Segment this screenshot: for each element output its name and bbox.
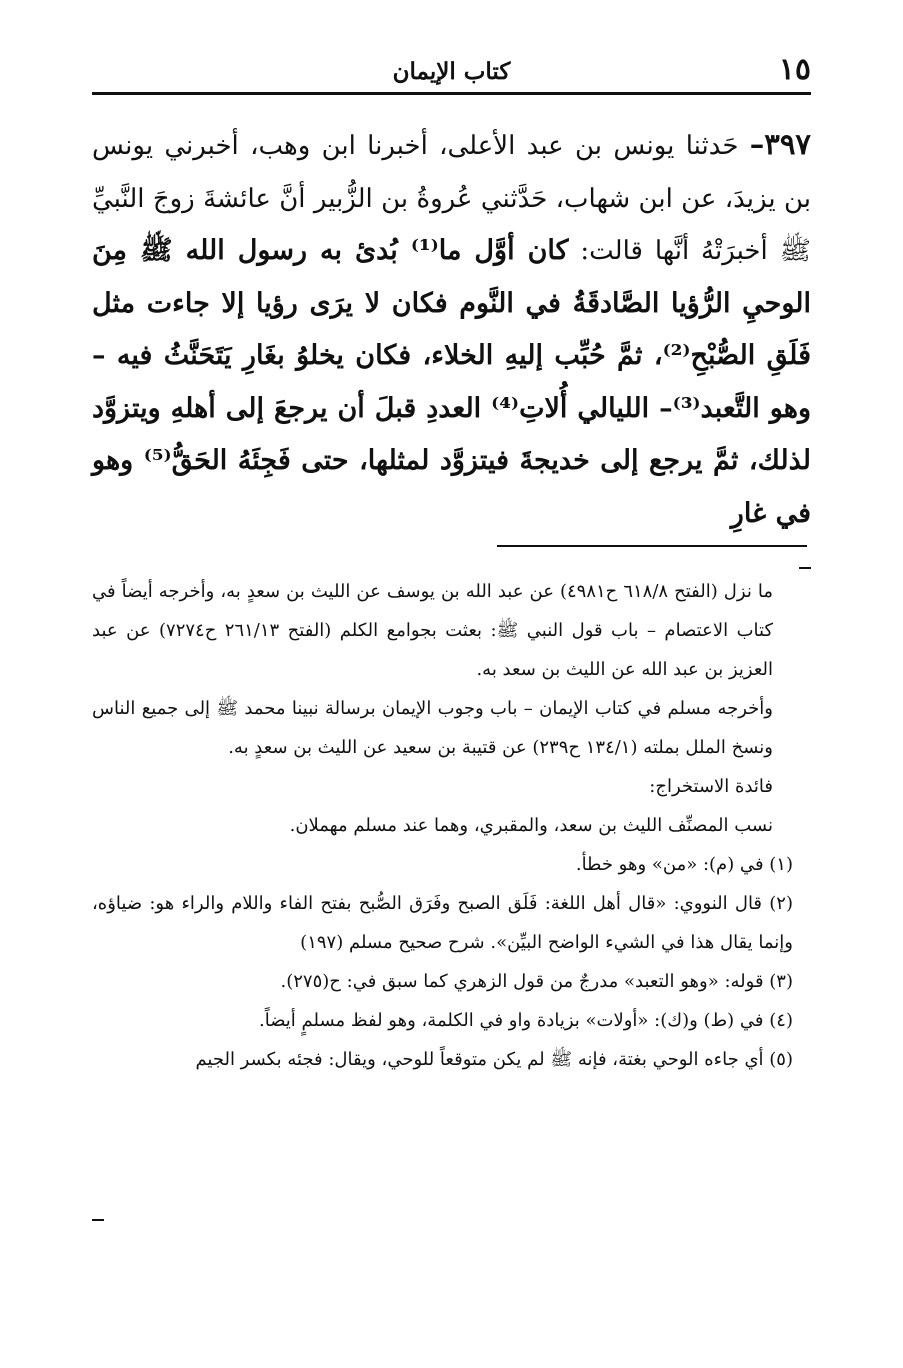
hadith-isnad: حَدثنا يونس بن عبد الأعلى، أخبرنا ابن وهب، أخبرني يونس بن يزيدَ، عن ابن شهاب، حَدَّثني عُروةُ بن الزُّبير أنَّ عائشةَ زوجَ النَّبيِّ ﷺ أخبرَتْهُ أنَّها قالت: xyxy=(92,131,811,266)
footnote-1: (١) في (م): «من» وهو خطأ. xyxy=(575,854,793,875)
page-number: ١٥ xyxy=(778,52,811,87)
footnote-3: (٣) قوله: «وهو التعبد» مدرجٌ من قول الزهري كما سبق في: ح(٢٧٥). xyxy=(280,971,793,992)
hadith-number: ٣٩٧ xyxy=(764,127,811,161)
hadith-matn: كان أوَّل ما⁽¹⁾ بُدئ به رسول الله ﷺ مِنَ الوحيِ الرُّؤيا الصَّادقَةُ في النَّوم فكان لا يرَى رؤيا إلا جاءت مثل فَلَقِ الصُّبْحِ⁽²⁾، ثمَّ حُبِّب إليهِ الخلاء، فكان يخلوُ بغَارِ يَتَحَنَّثُ فيه –وهو التَّعبد⁽³⁾– الليالي أُلاتِ⁽⁴⁾ العددِ قبلَ أن يرجعَ إلى أهلهِ ويتزوَّد لذلك، ثمَّ يرجع إلى خديجةَ فيتزوَّد لمثلها، حتى فَجِئَهُ الحَقُّ⁽⁵⁾ وهو في غارِ xyxy=(92,235,812,529)
chapter-title: كتاب الإيمان xyxy=(392,58,511,85)
footnote-2: (٢) قال النووي: «قال أهل اللغة: فَلَق الصبح وفَرَق الصُّبح بفتح الفاء واللام والراء هو: ضياؤه، وإنما يقال هذا في الشيء الواضح البيِّن». شرح صحيح مسلم (١٩٧) xyxy=(92,893,793,953)
istikhraj-note: نسب المصنِّف الليث بن سعد، والمقبري، وهما عند مسلم مهملان. xyxy=(289,815,773,836)
continuation-mark-top xyxy=(799,567,811,569)
running-header xyxy=(92,52,811,92)
footnotes xyxy=(92,572,793,1079)
istikhraj-heading: فائدة الاستخراج: xyxy=(649,776,773,797)
hadith-dash: – xyxy=(749,127,765,161)
header-rule xyxy=(92,92,811,95)
takhrij-paragraph-2: وأخرجه مسلم في كتاب الإيمان – باب وجوب الإيمان برسالة نبينا محمد ﷺ إلى جميع الناس ونسخ الملل بملته (١٣٤/١ ح٢٣٩) عن قتيبة بن سعيد عن الليث بن سعدٍ به. xyxy=(92,698,773,758)
takhrij-paragraph-1: ما نزل (الفتح ٦١٨/٨ ح٤٩٨١) عن عبد الله بن يوسف عن الليث بن سعدٍ به، وأخرجه أيضاً في كتاب الاعتصام – باب قول النبي ﷺ: بعثت بجوامع الكلم (الفتح ٢٦١/١٣ ح٧٢٧٤) عن عبد العزيز بن عبد الله عن الليث بن سعد به. xyxy=(92,581,774,680)
footnote-5: (٥) أي جاءه الوحي بغتة، فإنه ﷺ لم يكن متوقعاً للوحي، ويقال: فجئه بكسر الجيم xyxy=(195,1049,793,1070)
hadith-text xyxy=(92,118,811,540)
footnote-separator xyxy=(497,545,807,547)
continuation-mark-bottom xyxy=(92,1219,104,1221)
footnote-4: (٤) في (ط) و(ك): «أولات» بزيادة واو في الكلمة، وهو لفظ مسلمٍ أيضاً. xyxy=(258,1010,793,1031)
